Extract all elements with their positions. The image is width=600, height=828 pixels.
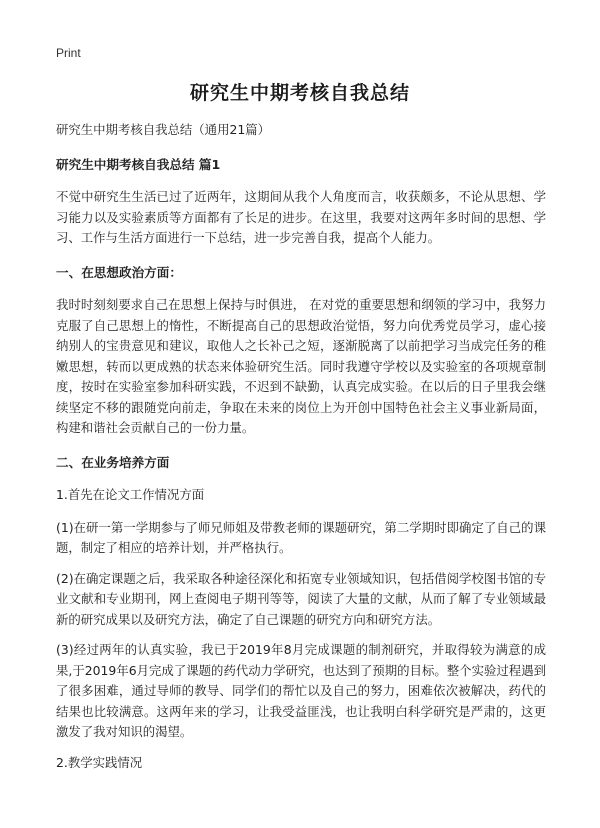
intro-paragraph: 不觉中研究生生活已过了近两年，这期间从我个人角度而言，收获颇多，不论从思想、学习能力以及实验素质等方面都有了长足的进步。在这里，我要对这两年多时间的思想、学习、工作与生活方面进行一下总结，进一步完善自我，提高个人能力。: [56, 189, 546, 245]
section-heading-professional: 二、在业务培养方面: [56, 454, 170, 470]
document-title: 研究生中期考核自我总结: [189, 82, 410, 104]
document-subtitle: 研究生中期考核自我总结（通用21篇）: [56, 122, 271, 137]
subsection-heading-thesis: 1.首先在论文工作情况方面: [56, 487, 205, 502]
article-heading: 研究生中期考核自我总结 篇1: [56, 156, 221, 172]
print-link[interactable]: Print: [56, 46, 81, 60]
thesis-item-1: (1)在研一第一学期参与了师兄师姐及带教老师的课题研究，第二学期时即确定了自己的课题，制定了相应的培养计划，并严格执行。: [56, 519, 546, 555]
document-body: [56, 120, 546, 785]
subsection-heading-teaching: 2.教学实践情况: [56, 754, 143, 770]
thesis-item-2: (2)在确定课题之后，我采取各种途径深化和拓宽专业领域知识，包括借阅学校图书馆的专业文献和专业期刊，网上查阅电子期刊等等，阅读了大量的文献，从而了解了专业领域最新的研究成果以及研究方法，确定了自己课题的研究方向和研究方法。: [56, 570, 546, 627]
section-heading-political: 一、在思想政治方面：: [56, 264, 182, 280]
political-paragraph: 我时时刻刻要求自己在思想上保持与时俱进， 在对党的重要思想和纲领的学习中，我努力克服了自己思想上的惰性，不断提高自己的思想政治觉悟，努力向优秀党员学习，虚心接纳别人的宝贵意见和建议，取他人之长补己之短，逐渐脱离了以前把学习当成完任务的稚嫩思想，转而以更成熟的状态来体验研究生活。同时我遵守学校以及实验室的各项规章制度，按时在实验室参加科研实践，不迟到不缺勤，认真完成实验。在以后的日子里我会继续坚定不移的跟随党向前走，争取在未来的岗位上为开创中国特色社会主义事业新局面，构建和谐社会贡献自己的一份力量。: [56, 297, 546, 435]
thesis-item-3: (3)经过两年的认真实验，我已于2019年8月完成课题的制剂研究，并取得较为满意的成果,于2019年6月完成了课题的药代动力学研究，也达到了预期的目标。整个实验过程遇到了很多困难，通过导师的教导、同学们的帮忙以及自己的努力，困难依次被解决，药代的结果也比较满意。这两年来的学习，让我受益匪浅，也让我明白科学研究是严肃的，这更激发了我对知识的渴望。: [56, 642, 546, 739]
